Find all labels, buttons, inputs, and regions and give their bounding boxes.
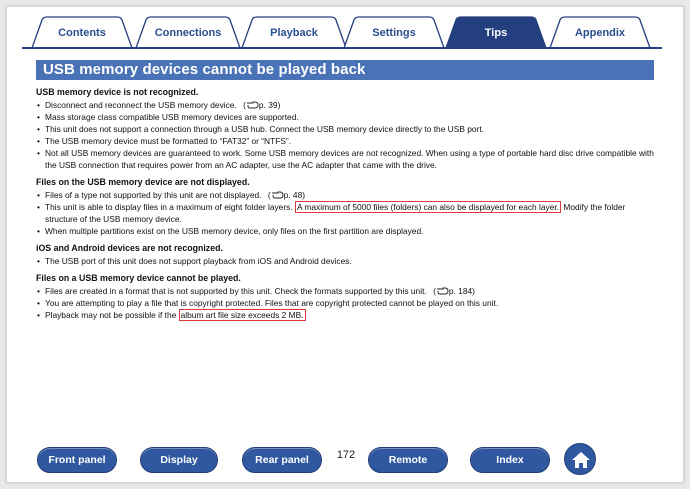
tab-settings[interactable]	[342, 16, 446, 48]
list-item	[36, 225, 656, 237]
tab-label: Contents	[58, 27, 106, 39]
item-text: Not all USB memory devices are guaranteed to work. Some USB memory devices are not recognized. When using a type of portable hard disc drive compatible with the USB connection that requires power from an AC adapter, use the AC adapter that came with the drive.	[45, 148, 654, 170]
content-area	[36, 86, 656, 321]
list-item	[36, 309, 656, 321]
section-heading: USB memory device is not recognized.	[36, 87, 199, 97]
tab-label: Playback	[270, 27, 318, 39]
button-label: Front panel	[48, 454, 106, 466]
section-not-recognized	[36, 86, 656, 171]
button-label: Remote	[388, 454, 428, 466]
page-reference-link[interactable]: ( p. 184)	[433, 286, 475, 296]
tab-label: Tips	[484, 27, 508, 39]
rear-panel-button[interactable]	[242, 447, 322, 473]
tab-tips[interactable]	[444, 16, 548, 48]
item-text: The USB memory device must be formatted to “FAT32” or “NTFS”.	[45, 136, 292, 146]
list-item	[36, 255, 656, 267]
highlighted-text: A maximum of 5000 files (folders) can also be displayed for each layer.	[296, 202, 560, 212]
tab-playback[interactable]	[240, 16, 348, 48]
tab-bar	[30, 16, 660, 48]
bullet-list	[36, 255, 656, 267]
page-reference-text: p. 48	[283, 190, 303, 200]
tab-baseline	[22, 47, 662, 49]
page-title-bar	[36, 60, 654, 80]
section-heading: Files on a USB memory device cannot be played.	[36, 273, 241, 283]
list-item	[36, 297, 656, 309]
tab-label: Settings	[372, 27, 416, 39]
section-heading: iOS and Android devices are not recognized.	[36, 243, 223, 253]
section-files-not-displayed	[36, 176, 656, 237]
pointing-hand-icon	[246, 101, 259, 109]
list-item	[36, 111, 656, 123]
section-ios-android	[36, 242, 656, 267]
pointing-hand-icon	[271, 191, 284, 199]
item-text: This unit does not support a connection through a USB hub. Connect the USB memory device directly to the USB port.	[45, 124, 484, 134]
bullet-list	[36, 285, 656, 321]
item-text: The USB port of this unit does not support playback from iOS and Android devices.	[45, 256, 352, 266]
display-button[interactable]	[140, 447, 218, 473]
page-reference-link[interactable]: ( p. 48)	[267, 190, 306, 200]
item-text: When multiple partitions exist on the USB memory device, only files on the first partition are displayed.	[45, 226, 424, 236]
item-text: This unit is able to display files in a maximum of eight folder layers.	[45, 202, 295, 212]
tab-label: Connections	[154, 27, 222, 39]
list-item	[36, 99, 656, 111]
page-reference-text: p. 39	[258, 100, 278, 110]
remote-button[interactable]	[368, 447, 448, 473]
button-label: Display	[160, 454, 198, 466]
item-text: You are attempting to play a file that is copyright protected. Files that are copyright protected cannot be played on this unit.	[45, 298, 499, 308]
tab-label: Appendix	[574, 27, 626, 39]
page-reference-link[interactable]: ( p. 39)	[243, 100, 281, 110]
pointing-hand-icon	[436, 287, 449, 295]
highlighted-text: album art file size exceeds 2 MB.	[180, 310, 304, 320]
section-heading: Files on the USB memory device are not displayed.	[36, 177, 250, 187]
list-item	[36, 135, 656, 147]
tab-contents[interactable]	[30, 16, 134, 48]
item-text: Disconnect and reconnect the USB memory device.	[45, 100, 237, 110]
item-text: Files of a type not supported by this unit are not displayed.	[45, 190, 262, 200]
button-label: Index	[496, 454, 524, 466]
page-number: 172	[336, 449, 356, 461]
list-item	[36, 285, 656, 297]
section-cannot-play	[36, 272, 656, 321]
item-text: Playback may not be possible if the	[45, 310, 179, 320]
index-button[interactable]	[470, 447, 550, 473]
button-label: Rear panel	[255, 454, 309, 466]
tab-appendix[interactable]	[548, 16, 652, 48]
home-icon	[571, 450, 591, 470]
list-item	[36, 189, 656, 201]
bullet-list	[36, 189, 656, 237]
item-text: Modify the folder structure of the USB memory device.	[45, 202, 626, 224]
front-panel-button[interactable]	[37, 447, 117, 473]
list-item	[36, 123, 656, 135]
page-reference-text: p. 184	[448, 286, 473, 296]
list-item	[36, 201, 656, 225]
tab-connections[interactable]	[134, 16, 242, 48]
bullet-list	[36, 99, 656, 171]
list-item	[36, 147, 656, 171]
home-button[interactable]	[564, 443, 596, 475]
page-title: USB memory devices cannot be played back	[43, 61, 366, 78]
item-text: Files are created in a format that is not supported by this unit. Check the formats supported by this unit.	[45, 286, 427, 296]
item-text: Mass storage class compatible USB memory devices are supported.	[45, 112, 299, 122]
